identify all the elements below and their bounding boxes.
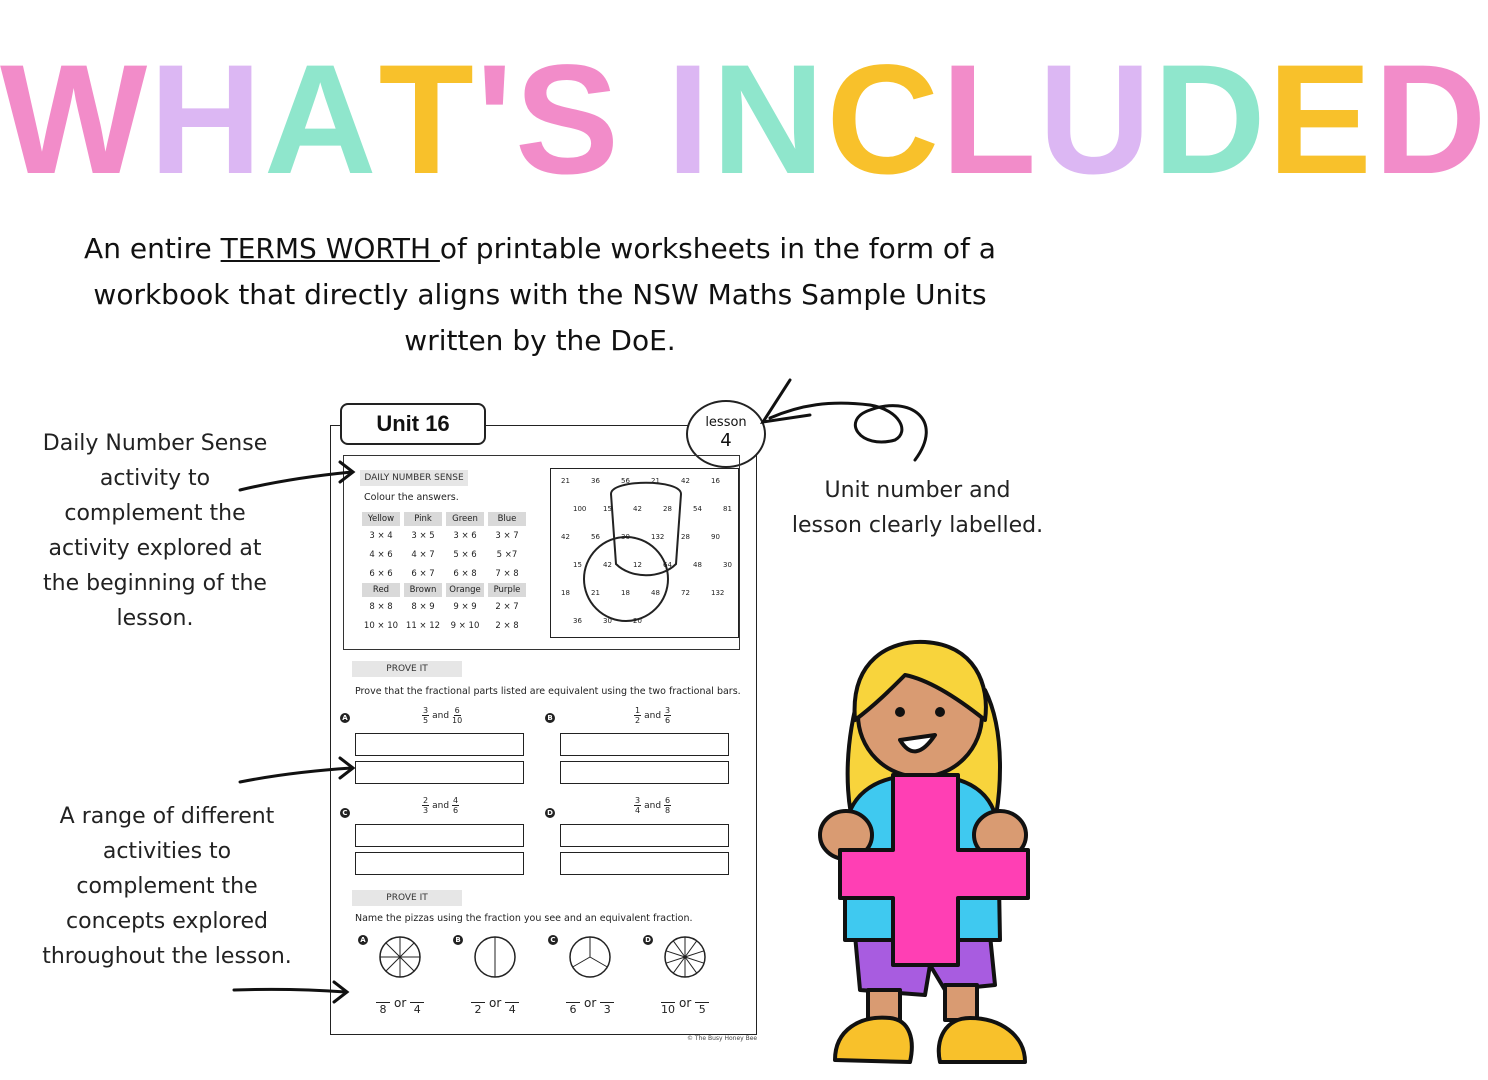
denominator: 10 [452, 716, 463, 725]
mosaic-number: 54 [693, 505, 702, 513]
mosaic-number: 100 [573, 505, 587, 513]
dns-cell: 9 × 9 [453, 601, 477, 612]
mosaic-number: 20 [633, 617, 642, 625]
dns-cell: 3 × 5 [411, 530, 435, 541]
denominator: 4 [508, 1003, 516, 1016]
question-letter: B [545, 713, 555, 723]
mosaic-number: 42 [633, 505, 642, 513]
mosaic-number: 36 [573, 617, 582, 625]
mosaic-number: 48 [693, 561, 702, 569]
dns-cell: 10 × 10 [363, 620, 399, 631]
dns-cell: 5 × 6 [453, 549, 477, 560]
title-letter: A [263, 33, 379, 207]
or-word: or [679, 996, 692, 1010]
mosaic-number: 56 [621, 477, 630, 485]
mosaic-number: 81 [723, 505, 732, 513]
mosaic-number: 16 [711, 477, 720, 485]
denominator: 5 [698, 1003, 706, 1016]
dns-cell: Brown [404, 583, 442, 597]
or-word: or [489, 996, 502, 1010]
dns-cell: 4 × 7 [411, 549, 435, 560]
title-letter: E [1267, 33, 1374, 207]
denominator: 10 [661, 1003, 675, 1016]
pizza-letter: C [548, 935, 558, 945]
mosaic-number: 90 [711, 533, 720, 541]
mosaic-number: 21 [561, 477, 570, 485]
denominator: 3 [423, 806, 429, 815]
mosaic-number: 15 [603, 505, 612, 513]
mosaic-number: 42 [603, 561, 612, 569]
mosaic-number: 132 [651, 533, 665, 541]
mosaic-number: 30 [621, 533, 630, 541]
dns-cell: 11 × 12 [405, 620, 441, 631]
mosaic-number: 72 [681, 589, 690, 597]
mosaic-number: 21 [591, 589, 600, 597]
denominator: 8 [379, 1003, 387, 1016]
numerator: 2 [423, 796, 429, 805]
numerator: 3 [635, 796, 641, 805]
note-daily-number-sense: Daily Number Sense activity to complement the activity explored at the beginning of the lesson. [42, 431, 268, 631]
dns-cell: 3 × 6 [453, 530, 477, 541]
dns-cell: 6 × 7 [411, 568, 435, 579]
numerator: 1 [635, 706, 641, 715]
numerator: 3 [423, 706, 429, 715]
intro-before: An entire [84, 232, 221, 265]
title-letter: W [0, 33, 150, 207]
note-range-of-activities: A range of different activities to complement the concepts explored throughout the lesson. [42, 804, 292, 969]
denominator: 6 [665, 716, 671, 725]
and-word: and [432, 800, 450, 811]
title-letter: D [1153, 33, 1268, 207]
numerator: 4 [453, 796, 459, 805]
dns-cell: 3 × 4 [369, 530, 393, 541]
mosaic-number: 21 [651, 477, 660, 485]
dns-cell: 6 × 8 [453, 568, 477, 579]
dns-cell: Red [362, 583, 400, 597]
mosaic-number: 18 [621, 589, 630, 597]
lesson-label: lesson [705, 415, 747, 430]
shoe-left [835, 1018, 912, 1062]
dns-instruction: Colour the answers. [364, 492, 459, 503]
daily-number-sense-label: DAILY NUMBER SENSE [360, 470, 468, 486]
dns-cell: 8 × 9 [411, 601, 435, 612]
and-word: and [432, 710, 450, 721]
numerator: 3 [665, 706, 671, 715]
title-letter: U [1038, 33, 1154, 207]
mosaic-number: 48 [651, 589, 660, 597]
and-word: and [644, 800, 662, 811]
title-letter: ' [475, 33, 515, 207]
title-letter: L [941, 33, 1039, 207]
title-letter: D [1373, 33, 1488, 207]
mosaic-number: 12 [633, 561, 642, 569]
prove-it-label-1: PROVE IT [352, 661, 462, 677]
dns-cell: Purple [488, 583, 526, 597]
denominator: 4 [635, 806, 641, 815]
and-word: and [644, 710, 662, 721]
dns-cell: Blue [488, 512, 526, 526]
dns-cell: 8 × 8 [369, 601, 393, 612]
dns-cell: 3 × 7 [495, 530, 519, 541]
pizza-letter: A [358, 935, 368, 945]
dns-cell: 2 × 8 [495, 620, 519, 631]
prove-it-label-2: PROVE IT [352, 890, 462, 906]
denominator: 2 [635, 716, 641, 725]
dns-cell: 2 × 7 [495, 601, 519, 612]
dns-cell: 4 × 6 [369, 549, 393, 560]
mosaic-number: 30 [603, 617, 612, 625]
intro-after: of printable worksheets in the form of a workbook that directly aligns with the NSW Maths Sample Units written by the DoE. [93, 232, 996, 357]
question-letter: C [340, 808, 350, 818]
leg-right [945, 985, 977, 1020]
shoe-right [939, 1018, 1025, 1062]
note-unit-lesson: Unit number and lesson clearly labelled. [791, 478, 1044, 538]
mosaic-number: 132 [711, 589, 725, 597]
mosaic-number: 42 [561, 533, 570, 541]
numerator: 6 [454, 706, 460, 715]
or-word: or [394, 996, 407, 1010]
denominator: 5 [423, 716, 429, 725]
title-letter: T [378, 33, 476, 207]
mosaic-number: 18 [561, 589, 570, 597]
pizza-letter: D [643, 935, 653, 945]
question-letter: D [545, 808, 555, 818]
denominator: 6 [453, 806, 459, 815]
pizza-letter: B [453, 935, 463, 945]
mosaic-number: 28 [681, 533, 690, 541]
or-word: or [584, 996, 597, 1010]
title-letter: N [711, 33, 827, 207]
denominator: 3 [603, 1003, 611, 1016]
dns-cell: Pink [404, 512, 442, 526]
prove-it-instruction-2: Name the pizzas using the fraction you see and an equivalent fraction. [355, 913, 693, 924]
denominator: 4 [413, 1003, 421, 1016]
numerator: 6 [665, 796, 671, 805]
title-letter: S [515, 33, 622, 207]
lesson-number: 4 [720, 430, 732, 451]
copyright: © The Busy Honey Bee [687, 1035, 758, 1042]
intro-underlined: TERMS WORTH [220, 232, 440, 265]
dns-cell: 9 × 10 [450, 620, 480, 631]
title-letter: H [149, 33, 264, 207]
dns-cell: 5 ×7 [496, 549, 518, 560]
mosaic-number: 56 [591, 533, 600, 541]
dns-cell: 7 × 8 [495, 568, 519, 579]
title-letter: C [826, 33, 942, 207]
dns-cell: Orange [446, 583, 484, 597]
mosaic-number: 15 [573, 561, 582, 569]
eye-right [935, 707, 945, 717]
mosaic-number: 36 [591, 477, 600, 485]
denominator: 2 [474, 1003, 482, 1016]
dns-cell: Green [446, 512, 484, 526]
denominator: 8 [665, 806, 671, 815]
eye-left [895, 707, 905, 717]
mosaic-number: 64 [663, 561, 672, 569]
denominator: 6 [569, 1003, 577, 1016]
mosaic-number: 42 [681, 477, 690, 485]
mosaic-number: 28 [663, 505, 672, 513]
question-letter: A [340, 713, 350, 723]
prove-it-instruction-1: Prove that the fractional parts listed are equivalent using the two fractional bars. [355, 686, 741, 697]
mosaic-number: 30 [723, 561, 732, 569]
dns-cell: 6 × 6 [369, 568, 393, 579]
unit-label: Unit 16 [340, 403, 486, 445]
title-letter: I [666, 33, 712, 207]
dns-cell: Yellow [362, 512, 400, 526]
